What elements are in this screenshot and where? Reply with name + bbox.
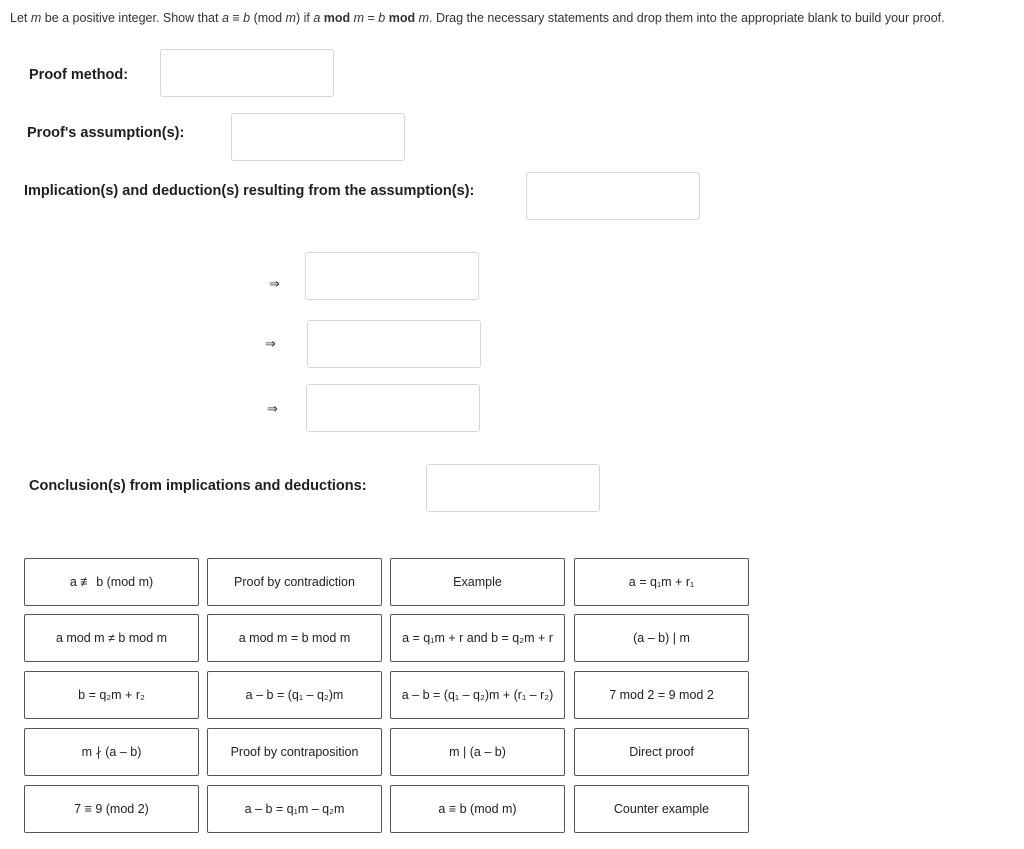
implies-arrow-2: ⇒ <box>265 337 276 352</box>
assumptions-label: Proof's assumption(s): <box>27 125 185 141</box>
statement-tile[interactable]: Proof by contradiction <box>207 558 382 606</box>
proof-method-drop-zone[interactable] <box>160 49 334 97</box>
statement-tile[interactable]: a ≡ b (mod m) <box>390 785 565 833</box>
proof-method-label: Proof method: <box>29 67 129 83</box>
deduction-drop-zone-1[interactable] <box>305 252 479 300</box>
statement-tile[interactable]: 7 mod 2 = 9 mod 2 <box>574 671 749 719</box>
statement-tile[interactable]: Proof by contraposition <box>207 728 382 776</box>
statement-tile[interactable]: a ≢ b (mod m) <box>24 558 199 606</box>
statement-tile[interactable]: b = q₂m + r₂ <box>24 671 199 719</box>
statement-tile[interactable]: a mod m = b mod m <box>207 614 382 662</box>
implications-drop-zone[interactable] <box>526 172 700 220</box>
problem-statement: Let m be a positive integer. Show that a ≡ b (mod m) if a mod m = b mod m. Drag the necessary statements and drop them into the appropriate blank to build your proof. <box>10 11 945 25</box>
statement-tile[interactable]: m ∤ (a – b) <box>24 728 199 776</box>
statement-tile[interactable]: a – b = (q₁ – q₂)m + (r₁ – r₂) <box>390 671 565 719</box>
conclusions-drop-zone[interactable] <box>426 464 600 512</box>
statement-tile[interactable]: Counter example <box>574 785 749 833</box>
implies-arrow-1: ⇒ <box>269 277 280 292</box>
statement-tile[interactable]: m | (a – b) <box>390 728 565 776</box>
statement-tile[interactable]: Example <box>390 558 565 606</box>
statement-tile[interactable]: Direct proof <box>574 728 749 776</box>
statement-tile[interactable]: a mod m ≠ b mod m <box>24 614 199 662</box>
statement-tile[interactable]: (a – b) | m <box>574 614 749 662</box>
statement-tile[interactable]: a = q₁m + r₁ <box>574 558 749 606</box>
conclusions-label: Conclusion(s) from implications and deductions: <box>29 478 367 494</box>
statement-tile[interactable]: 7 ≡ 9 (mod 2) <box>24 785 199 833</box>
deduction-drop-zone-2[interactable] <box>307 320 481 368</box>
statement-tile[interactable]: a – b = q₁m – q₂m <box>207 785 382 833</box>
implications-label: Implication(s) and deduction(s) resulting from the assumption(s): <box>24 183 475 199</box>
deduction-drop-zone-3[interactable] <box>306 384 480 432</box>
implies-arrow-3: ⇒ <box>267 402 278 417</box>
statement-tile[interactable]: a = q₁m + r and b = q₂m + r <box>390 614 565 662</box>
assumptions-drop-zone[interactable] <box>231 113 405 161</box>
statement-tile[interactable]: a – b = (q₁ – q₂)m <box>207 671 382 719</box>
